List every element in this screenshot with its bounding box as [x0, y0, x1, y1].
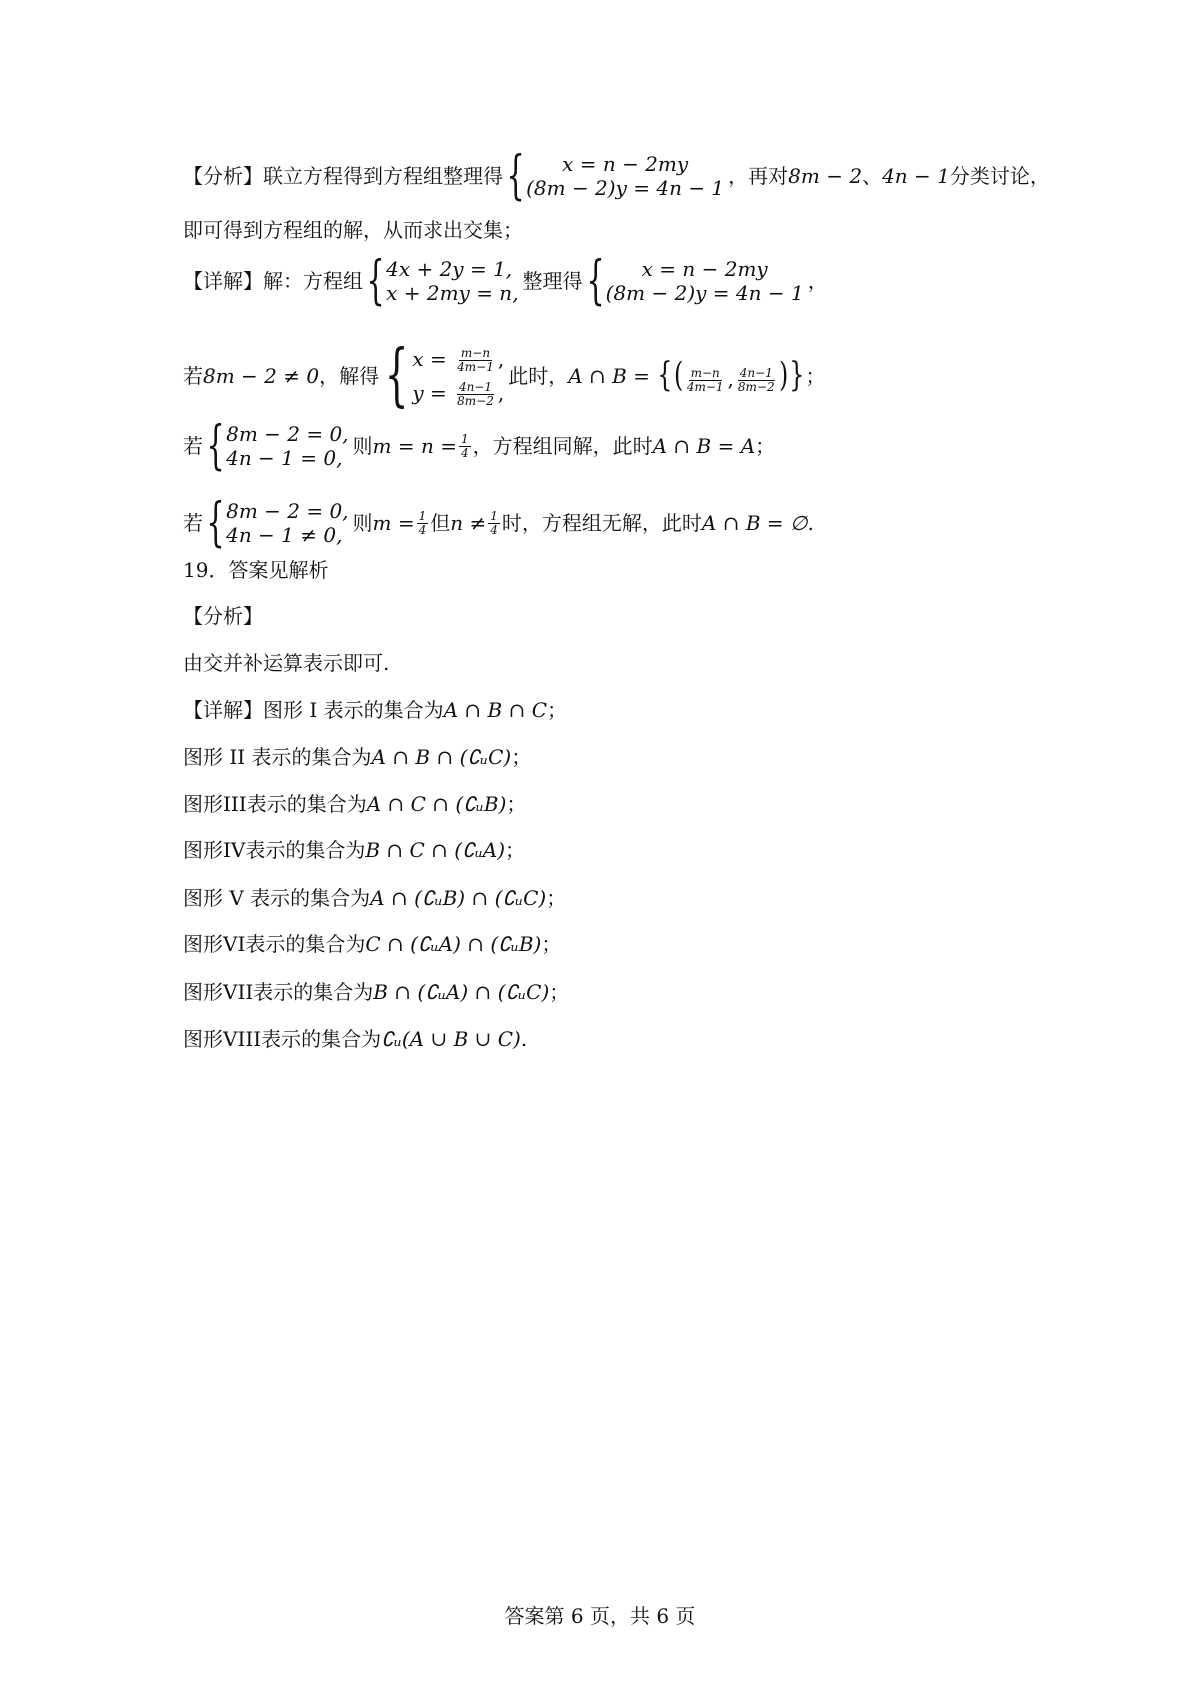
question-19-title: 19．答案见解析 — [183, 558, 329, 582]
set-expression: A ∩ (∁ᵤB) ∩ (∁ᵤC) — [370, 886, 547, 910]
math-expression: 8m − 2 ≠ 0 — [203, 364, 320, 388]
equation-row: x = n − 2my — [641, 257, 768, 281]
math-expression: 8m − 2 — [788, 164, 863, 188]
fraction: $\frac{4n-1}{8m-2}$ — [457, 380, 494, 408]
set-expression: B ∩ (∁ᵤA) ∩ (∁ᵤC) — [373, 980, 550, 1004]
q19-item-2: 图形 II 表示的集合为 A ∩ B ∩ (∁ᵤC) ； — [183, 745, 532, 769]
left-brace: { — [384, 336, 409, 415]
math-expression: A ∩ B = ∅ — [701, 511, 808, 535]
equation-row: x + 2my = n, — [386, 281, 519, 305]
equation-row: 8m − 2 = 0, — [226, 422, 349, 446]
left-brace: { — [506, 146, 525, 206]
analysis-text: 联立方程得到方程组整理得 — [263, 164, 503, 188]
equation-row: 4x + 2y = 1, — [386, 257, 513, 281]
q19-item-6: 图形VI表示的集合为 C ∩ (∁ᵤA) ∩ (∁ᵤB) ； — [183, 932, 562, 956]
math-expression: m = n = — [372, 434, 457, 458]
set-expression: A ∩ B ∩ (∁ᵤC) — [371, 745, 512, 769]
case-1-line: 若 8m − 2 ≠ 0 ，解得 { x = $\frac{m-n}{4m-1}$ , y = $\frac{4n-1}{8m-2}$ , 此时， A ∩ B = {( $\frac{m-n}{4m-1}$ , $\frac{4n-1}{8m-2}$ )} ； — [183, 336, 826, 415]
equation-system — [203, 493, 349, 553]
detail-label: 【详解】 — [183, 269, 263, 293]
analysis-line-2: 即可得到方程组的解，从而求出交集； — [183, 218, 523, 242]
equation-row: 4n − 1 ≠ 0, — [226, 523, 343, 547]
page-footer: 答案第 6 页，共 6 页 — [504, 1604, 696, 1628]
solution-row-y: y = $\frac{4n-1}{8m-2}$ , — [412, 380, 505, 408]
left-brace: { — [206, 493, 225, 553]
equation-row: 4n − 1 = 0, — [226, 446, 343, 470]
math-expression: m = — [372, 511, 415, 535]
case-2-line: 若 { 8m − 2 = 0, 4n − 1 = 0, 则 m = n = $\frac{1}{4}$ ，方程组同解，此时 A ∩ B = A ； — [183, 416, 776, 476]
math-expression: n ≠ — [450, 511, 487, 535]
right-paren: ) — [778, 355, 788, 395]
solution-system — [379, 336, 505, 415]
q19-analysis-text: 由交并补运算表示即可. — [183, 651, 390, 675]
equation-system — [583, 251, 804, 311]
detail-line-1: 【详解】 解：方程组 { 4x + 2y = 1, x + 2my = n, 整理得 { x = n − 2my (8m − 2)y = 4n − 1 ， — [183, 251, 828, 311]
left-brace: { — [585, 251, 605, 311]
fraction: $\frac{1}{4}$ — [418, 508, 427, 537]
q19-item-3: 图形III表示的集合为 A ∩ C ∩ (∁ᵤB) ； — [183, 792, 527, 816]
solution-row-x: x = $\frac{m-n}{4m-1}$ , — [412, 346, 505, 374]
fraction: $\frac{m-n}{4m-1}$ — [457, 346, 494, 374]
fraction: $\frac{1}{4}$ — [490, 508, 498, 537]
fraction: $\frac{4n-1}{8m-2}$ — [737, 366, 775, 394]
fraction: $\frac{1}{4}$ — [460, 431, 469, 460]
equation-system — [503, 146, 725, 206]
math-expression: A ∩ B = — [568, 364, 650, 388]
detail-label: 【详解】 — [183, 698, 263, 722]
set-expression: A ∩ C ∩ (∁ᵤB) — [366, 792, 507, 816]
math-expression: 4n − 1 — [882, 164, 950, 188]
q19-item-7: 图形VII表示的集合为 B ∩ (∁ᵤA) ∩ (∁ᵤC) ； — [183, 980, 570, 1004]
equation-system — [363, 251, 519, 311]
equation-row: 8m − 2 = 0, — [226, 499, 349, 523]
q19-item-8: 图形VIII表示的集合为 ∁ᵤ(A ∪ B ∪ C) . — [183, 1027, 528, 1051]
math-expression: A ∩ B = A — [652, 434, 756, 458]
q19-item-4: 图形IV表示的集合为 B ∩ C ∩ (∁ᵤA) ； — [183, 838, 526, 862]
set-expression: ∁ᵤ(A ∪ B ∪ C) — [381, 1027, 521, 1051]
fraction: $\frac{m-n}{4m-1}$ — [686, 366, 724, 394]
q19-analysis-label: 【分析】 — [183, 604, 263, 628]
analysis-line-1: 【分析】 联立方程得到方程组整理得 { x = n − 2my (8m − 2)y = 4n − 1 ，再对 8m − 2 、 4n − 1 分类讨论， — [183, 146, 1050, 206]
q19-item-5: 图形 V 表示的集合为 A ∩ (∁ᵤB) ∩ (∁ᵤC) ； — [183, 886, 567, 910]
left-set-brace: { — [657, 355, 673, 395]
set-expression: B ∩ C ∩ (∁ᵤA) — [365, 838, 506, 862]
left-brace: { — [366, 251, 385, 311]
equation-row: (8m − 2)y = 4n − 1 — [605, 281, 804, 305]
q19-item-1: 【详解】 图形 I 表示的集合为 A ∩ B ∩ C ； — [183, 698, 568, 722]
set-expression: {( $\frac{m-n}{4m-1}$ , $\frac{4n-1}{8m-2}$ )} — [657, 355, 805, 395]
equation-row: (8m − 2)y = 4n − 1 — [526, 176, 725, 200]
left-brace: { — [206, 416, 225, 476]
equation-system — [203, 416, 349, 476]
analysis-label: 【分析】 — [183, 164, 263, 188]
equation-row: x = n − 2my — [562, 152, 689, 176]
left-paren: ( — [673, 355, 683, 395]
right-set-brace: } — [789, 355, 805, 395]
set-expression: C ∩ (∁ᵤA) ∩ (∁ᵤB) — [365, 932, 542, 956]
case-3-line: 若 { 8m − 2 = 0, 4n − 1 ≠ 0, 则 m = $\frac{1}{4}$ 但 n ≠ $\frac{1}{4}$ 时，方程组无解，此时 A ∩ B = ∅ . — [183, 493, 814, 553]
set-expression: A ∩ B ∩ C — [443, 698, 548, 722]
